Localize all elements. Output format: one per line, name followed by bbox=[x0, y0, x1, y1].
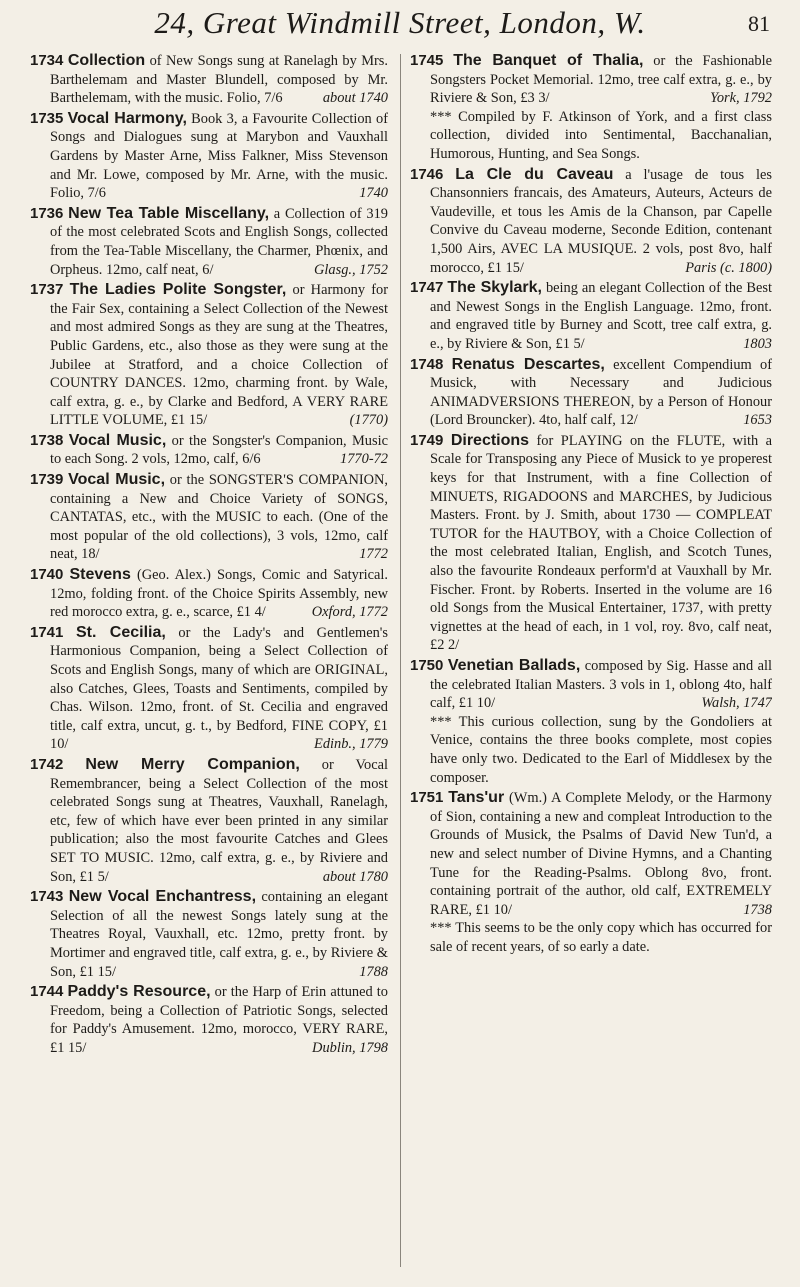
entry-description: composed by Sig. Hasse and all the celebrated Italian Masters. 3 vols in 1, oblong 4to, half calf, £1 10/ bbox=[430, 658, 772, 712]
entry-imprint: Walsh, 1747 bbox=[701, 695, 772, 712]
catalogue-entry bbox=[410, 279, 772, 353]
entry-imprint: Oxford, 1772 bbox=[311, 604, 388, 621]
entry-imprint: about 1740 bbox=[322, 90, 388, 107]
left-column bbox=[30, 52, 388, 1277]
entry-number: 1741 bbox=[30, 623, 64, 641]
entry-heading: Stevens bbox=[69, 566, 131, 584]
entry-imprint: 1738 bbox=[743, 901, 772, 918]
entry-number: 1746 bbox=[410, 165, 444, 183]
entry-heading: Renatus Descartes, bbox=[451, 355, 605, 373]
entry-imprint: 1788 bbox=[359, 963, 388, 980]
entry-imprint: 1740 bbox=[359, 185, 388, 202]
catalogue-entry bbox=[30, 205, 388, 279]
catalogue-entry bbox=[30, 566, 388, 622]
entry-heading: The Skylark, bbox=[447, 279, 542, 297]
entry-heading: Directions bbox=[450, 431, 530, 449]
entry-description: or the Harp of Erin attuned to Freedom, being a Collection of Patriotic Songs, selected for Paddy's Amusement. 12mo, morocco, VERY RARE, £1 15/ bbox=[50, 984, 388, 1056]
catalogue-entry bbox=[30, 110, 388, 203]
entry-description: or the SONGSTER'S COMPANION, containing a New and Choice Variety of SONGS, CANTATAS, etc., with the MUSIC to each. (One of the most popular of the old collections), 3 vols, 12mo, calf neat, 18/ bbox=[50, 472, 388, 563]
entry-number: 1739 bbox=[30, 471, 64, 489]
entry-number: 1740 bbox=[30, 566, 64, 584]
catalogue-entry bbox=[30, 432, 388, 469]
entry-heading: New Tea Table Miscellany, bbox=[68, 204, 270, 222]
entry-note: *** This seems to be the only copy which has occurred for sale of recent years, of so early a date. bbox=[430, 920, 772, 955]
entry-description: or the Fashionable Songsters Pocket Memorial. 12mo, tree calf extra, g. e., by Riviere & Son, £3 3/ bbox=[430, 53, 772, 107]
catalogue-entry bbox=[30, 52, 388, 108]
right-column bbox=[410, 52, 772, 1277]
entry-number: 1744 bbox=[30, 983, 64, 1001]
entry-heading: Collection bbox=[67, 52, 146, 69]
entry-imprint: Paris (c. 1800) bbox=[685, 259, 772, 276]
entry-heading: La Cle du Caveau bbox=[455, 165, 614, 183]
entry-number: 1738 bbox=[30, 431, 64, 449]
catalogue-entry bbox=[410, 52, 772, 164]
entry-imprint: (1770) bbox=[349, 412, 388, 429]
entry-description: (Wm.) A Complete Melody, or the Harmony of Sion, containing a new and compleat Introduction to the Grounds of Musick, the Psalms of David New Tun'd, a new and select number of Divine Hymns, and a Chanting Tune for the Reading-Psalms. Oblong 8vo, front. containing portrait of the author, old calf, EXTREMELY RARE, £1 10/ bbox=[430, 790, 772, 918]
catalogue-entry bbox=[30, 756, 388, 886]
entry-heading: St. Cecilia, bbox=[75, 623, 166, 641]
catalogue-entry bbox=[30, 624, 388, 754]
entry-number: 1743 bbox=[30, 888, 64, 906]
entry-heading: Vocal Harmony, bbox=[67, 109, 187, 127]
entry-imprint: about 1780 bbox=[322, 868, 388, 885]
entry-heading: Vocal Music, bbox=[68, 431, 167, 449]
entry-description: or Harmony for the Fair Sex, containing a Select Collection of the Newest and most admired Songs as they are sung at the Theatres, Public Gardens, etc., also those as they were sung at the Jubilee at Stratford, and a choice Collection of COUNTRY DANCES. 12mo, charming front. by Wale, calf extra, g. e., by Clarke and Bedford, A VERY RARE LITTLE VOLUME, £1 15/ bbox=[50, 282, 388, 429]
running-title: 24, Great Windmill Street, London, W. bbox=[154, 5, 646, 40]
page-number: 81 bbox=[748, 11, 770, 36]
entry-description: Book 3, a Favourite Collection of Songs and Dialogues sung at Marybon and Vauxhall Gardens by Master Arne, Miss Falkner, Miss Stevenson and Mr. Lowe, composed by Mr. Arne, with the music. Folio, 7/6 bbox=[50, 110, 388, 202]
catalogue-entry bbox=[410, 657, 772, 787]
entry-description: excellent Compendium of Musick, with Necessary and Judicious ANIMADVERSIONS THEREON, by a Person of Honour (Lord Brouncker). 4to, half calf, 12/ bbox=[430, 356, 772, 429]
entry-number: 1750 bbox=[410, 657, 444, 674]
entry-heading: Paddy's Resource, bbox=[67, 983, 211, 1001]
catalogue-entry bbox=[410, 356, 772, 430]
entry-description: or the Lady's and Gentlemen's Harmonious Companion, being a Select Collection of Scots and English Songs, many of which are ORIGINAL, also Catches, Glees, Toasts and Sentiments, compiled by Chas. Wilson. 12mo, front. of St. Cecilia and engraved title, calf extra, uncut, g. t., by Bedford, FINE COPY, £1 10/ bbox=[50, 624, 388, 753]
column-divider bbox=[400, 54, 401, 1267]
entry-note: *** This curious collection, sung by the Gondoliers at Venice, contains the three books complete, most copies have only two. Dedicated to the Earl of Middlesex by the composer. bbox=[430, 713, 772, 786]
entry-heading: New Merry Companion, bbox=[85, 755, 300, 773]
entry-description: of New Songs sung at Ranelagh by Mrs. Barthelemam and Master Blundell, composed by Mr. Barthelemam, with the music. Folio, 7/6 bbox=[50, 53, 388, 107]
entry-description: or the Songster's Companion, Music to each Song. 2 vols, 12mo, calf, 6/6 bbox=[50, 432, 388, 468]
entry-description: containing an elegant Selection of all the newest Songs lately sung at the Theatres Royal, Vauxhall, etc. 12mo, pretty front. by Mortimer and engraved title, calf extra, g. e., by Riviere & Son, £1 15/ bbox=[50, 889, 388, 980]
entry-number: 1737 bbox=[30, 281, 64, 299]
catalogue-entry bbox=[30, 471, 388, 564]
entry-note: *** Compiled by F. Atkinson of York, and a first class collection, divided into Sentimental, Bacchanalian, Humorous, Hunting, and Sea Songs. bbox=[430, 108, 772, 162]
entry-number: 1751 bbox=[410, 789, 444, 807]
entry-description: for PLAYING on the FLUTE, with a Scale for Transposing any Piece of Musick to ye properest keys for that Instrument, with a fine Collection of MINUETS, RIGADOONS and MARCHES, by Judicious Masters. Front. by J. Smith, about 1730 — COMPLEAT TUTOR for the HAUTBOY, with a Choice Collection of the most celebrated Italian, English, and Scotch Tunes, also the favourite Rondeaux perform'd at Vauxhall by Mr. Fischer. Front. by Roberts. Inserted in the volume are 16 old Songs from the Musical Entertainer, 1737, with pretty vignettes at the head of each, in 1 vol, roy. 8vo, calf neat, £2 2/ bbox=[430, 432, 772, 654]
entry-description: or Vocal Remembrancer, being a Select Collection of the most celebrated Songs sung at Theatres, Vauxhall, Ranelagh, etc, few of which have ever been printed in any similar publication; also the most favourite Catches and Glees SET TO MUSIC. 12mo, calf extra, g. e., by Riviere and Son, £1 5/ bbox=[50, 756, 388, 885]
entry-imprint: Dublin, 1798 bbox=[312, 1039, 388, 1056]
entry-description: (Geo. Alex.) Songs, Comic and Satyrical. 12mo, folding front. of the Choice Spirits Assembly, new red morocco extra, g. e., scarce, £1 4/ bbox=[50, 567, 388, 621]
entry-description: being an elegant Collection of the Best and Newest Songs in the English Language. 12mo, front. and engraved title by Burney and Scott, tree calf extra, g. e., by Riviere & Son, £1 5/ bbox=[430, 280, 772, 352]
catalogue-entry bbox=[30, 888, 388, 981]
entry-heading: Venetian Ballads, bbox=[447, 657, 581, 674]
catalogue-entry bbox=[410, 166, 772, 278]
entry-number: 1742 bbox=[30, 755, 64, 773]
entry-imprint: 1770-72 bbox=[340, 451, 388, 468]
entry-description: a l'usage de tous les Chansonniers francais, des Amateurs, Auteurs, Acteurs de Vaudeville, et tous les Amis de la Chanson, par Capelle Convive du Caveau moderne, Seconde Edition, contenant 1,500 Airs, AVEC LA MUSIQUE. 2 vols, post 8vo, half morocco, £1 15/ bbox=[430, 166, 772, 276]
entry-heading: The Ladies Polite Songster, bbox=[69, 281, 287, 299]
catalogue-entry bbox=[30, 983, 388, 1057]
entry-number: 1734 bbox=[30, 52, 64, 69]
entry-imprint: York, 1792 bbox=[710, 90, 772, 107]
catalogue-entry bbox=[30, 281, 388, 430]
entry-number: 1735 bbox=[30, 109, 64, 127]
catalogue-entry bbox=[410, 432, 772, 655]
entry-description: a Collection of 319 of the most celebrated Scots and English Songs, collected from the Tea-Table Miscellany, the Charmer, Phœnix, and Orpheus. 12mo, calf neat, 6/ bbox=[50, 205, 388, 278]
entry-number: 1747 bbox=[410, 279, 444, 297]
entry-imprint: Glasg., 1752 bbox=[314, 261, 388, 278]
entry-number: 1745 bbox=[410, 52, 444, 69]
entry-heading: Tans'ur bbox=[448, 789, 505, 807]
entry-imprint: Edinb., 1779 bbox=[314, 736, 388, 753]
entry-heading: New Vocal Enchantress, bbox=[68, 888, 257, 906]
entry-imprint: 1653 bbox=[743, 412, 772, 429]
catalogue-entry bbox=[410, 789, 772, 956]
entry-imprint: 1772 bbox=[359, 546, 388, 563]
entry-heading: Vocal Music, bbox=[68, 471, 166, 489]
entry-number: 1736 bbox=[30, 204, 64, 222]
entry-number: 1749 bbox=[410, 431, 444, 449]
entry-heading: The Banquet of Thalia, bbox=[453, 52, 644, 69]
entry-imprint: 1803 bbox=[743, 335, 772, 352]
page-header bbox=[30, 6, 770, 40]
entry-number: 1748 bbox=[410, 355, 444, 373]
